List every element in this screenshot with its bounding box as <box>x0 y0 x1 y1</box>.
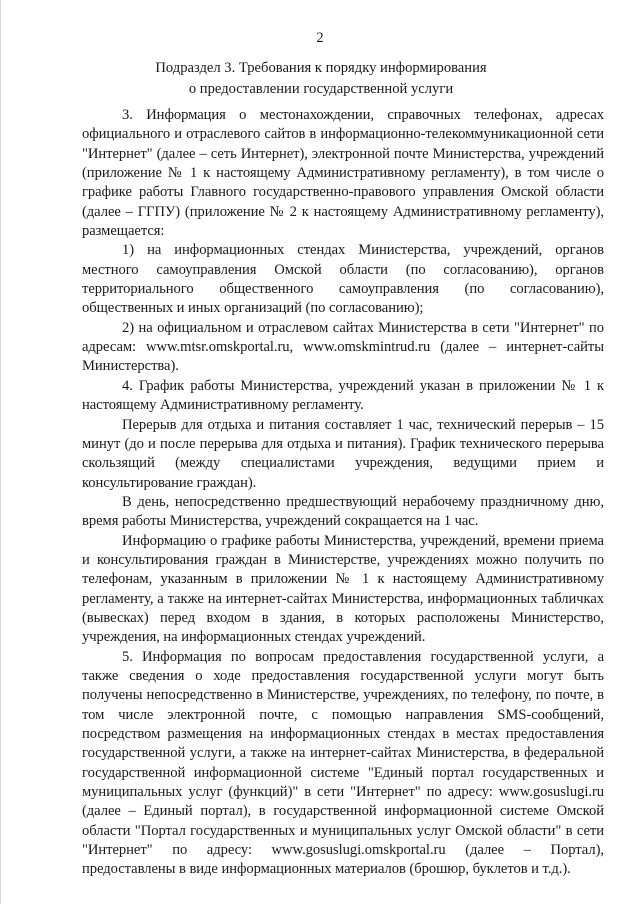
paragraph-item-4: 4. График работы Министерства, учреждений указан в приложении № 1 к настоящему Административному регламенту. <box>82 377 604 414</box>
page-number: 2 <box>316 30 324 46</box>
section-heading <box>81 58 561 100</box>
paragraph-subitem-1: 1) на информационных стендах Министерства, учреждений, органов местного самоуправления Омской области (по согласованию), органов территориального общественного самоуправления (по согласованию), общественных и иных организаций (по согласованию); <box>82 242 604 317</box>
paragraph-subitem-2: 2) на официальном и отраслевом сайтах Министерства в сети "Интернет" по адресам: www.mtsr.omskportal.ru, www.omskmintrud.ru (далее – интернет-сайты Министерства). <box>82 319 604 375</box>
document-body <box>82 106 604 880</box>
paragraph-item-5: 5. Информация по вопросам предоставления государственной услуги, а также сведения о ходе предоставления государственной услуги могут быть получены непосредственно в Министерстве, учреждениях, по телефону, по почте, в том числе электронной почте, с помощью направления SMS-сообщений, посредством размещения на информационных стендах в местах предоставления государственной услуги, а также на интернет-сайтах Министерства, в федеральной государственной информационной системе "Единый портал государственных и муниципальных услуг (функций)" в сети "Интернет" по адресу: www.gosuslugi.ru (далее – Единый портал), в государственной информационной системе Омской области "Портал государственных и муниципальных услуг Омской области" в сети "Интернет" по адресу: www.gosuslugi.omskportal.ru (далее – Портал), предоставлены в виде информационных материалов (брошюр, буклетов и т.д.). <box>82 648 604 878</box>
paragraph-break-schedule: Перерыв для отдыха и питания составляет 1 час, технический перерыв – 15 минут (до и после перерыва для отдыха и питания). График технического перерыва скользящий (между специалистами учреждения, ведущими прием и консультирование граждан). <box>82 416 604 491</box>
paragraph-pre-holiday: В день, непосредственно предшествующий нерабочему праздничному дню, время работы Министерства, учреждений сокращается на 1 час. <box>82 493 604 530</box>
paragraph-schedule-info: Информацию о графике работы Министерства, учреждений, времени приема и консультирования граждан в Министерстве, учреждениях можно получить по телефонам, указанным в приложении № 1 к настоящему Административному регламенту, а также на интернет-сайтах Министерства, информационных табличках (вывесках) перед входом в здания, в которых расположены Министерство, учреждения, на информационных стендах учреждений. <box>82 532 604 646</box>
paragraph-item-3: 3. Информация о местонахождении, справочных телефонах, адресах официального и отраслевого сайтов в информационно-телекоммуникационной сети "Интернет" (далее – сеть Интернет), электронной почте Министерства, учреждений (приложение № 1 к настоящему Административному регламенту), в том числе о графике работы Главного государственно-правового управления Омской области (далее – ГГПУ) (приложение № 2 к настоящему Административному регламенту), размещается: <box>82 107 604 240</box>
heading-line-1: Подраздел 3. Требования к порядку информирования <box>155 60 487 76</box>
heading-line-2: о предоставлении государственной услуги <box>188 81 454 97</box>
